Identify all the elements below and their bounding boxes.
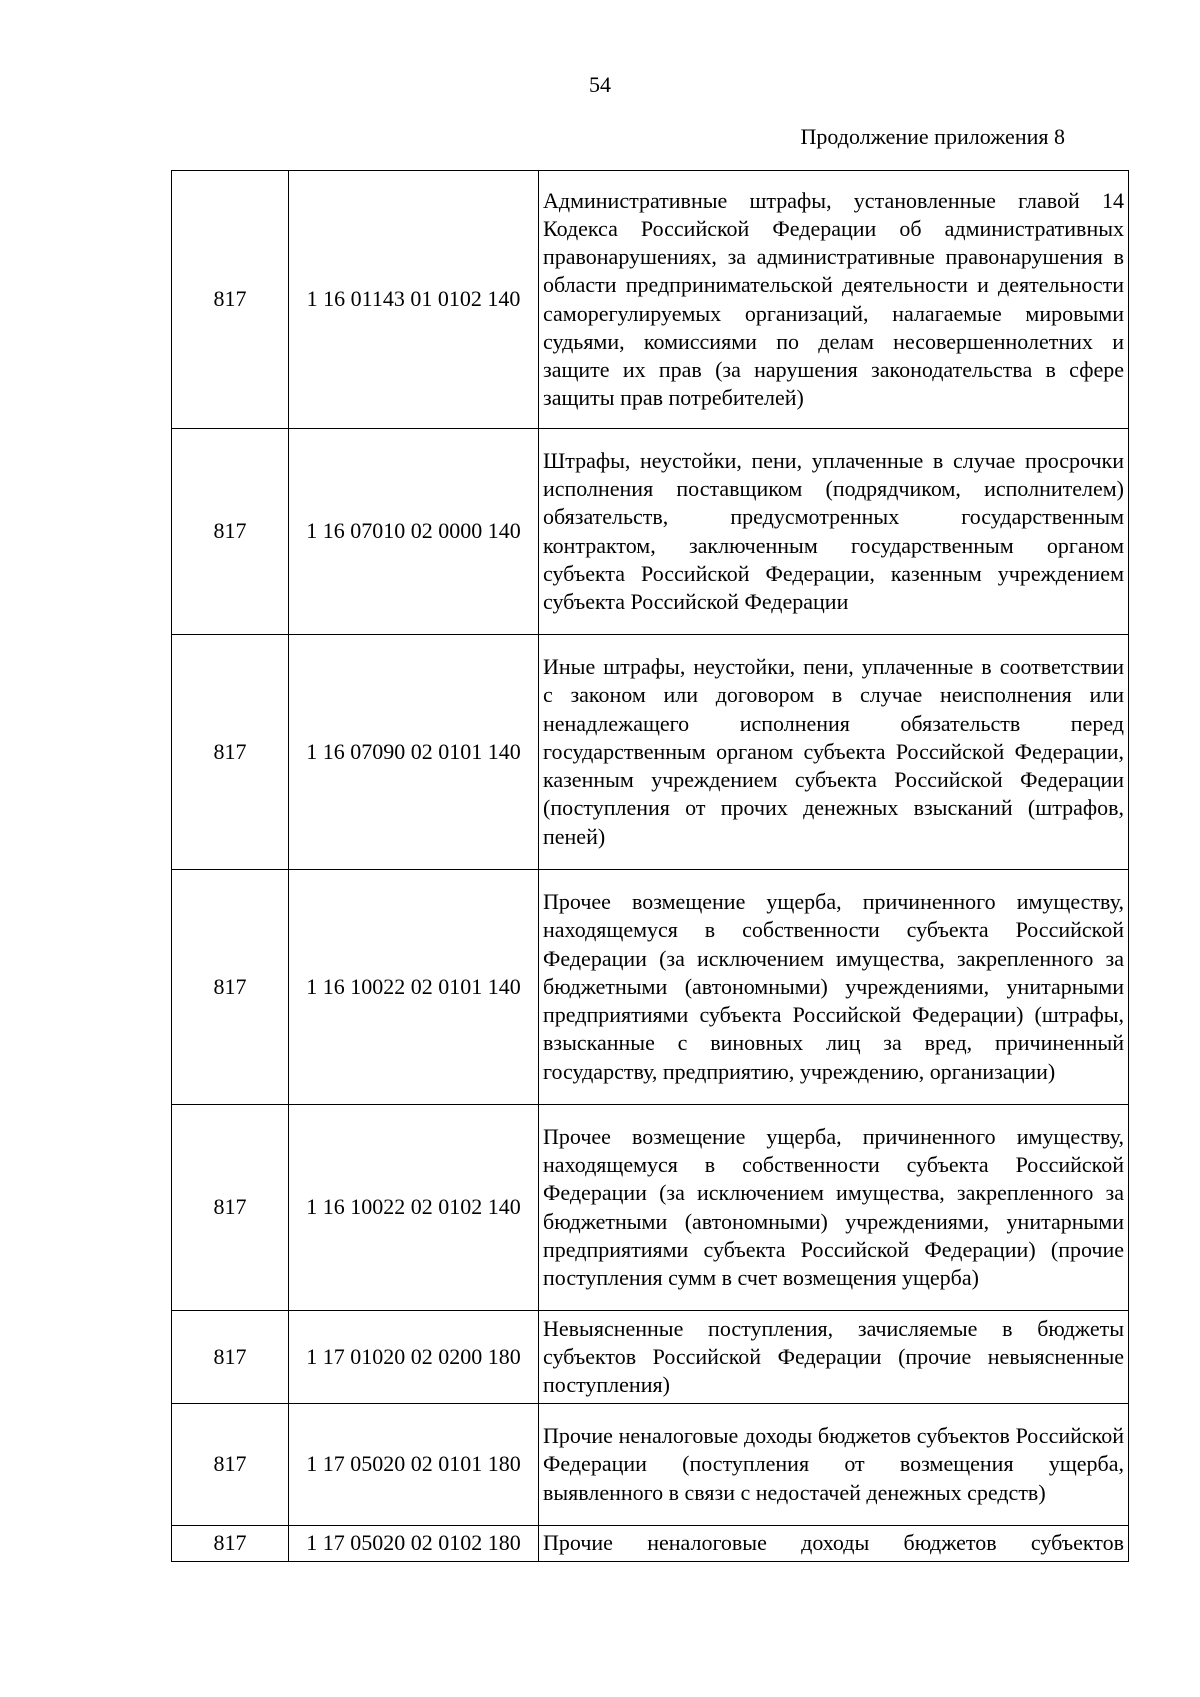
budget-code-cell: 1 16 10022 02 0101 140 — [289, 870, 539, 1105]
table-row — [172, 1311, 1129, 1404]
income-name-cell: Административные штрафы, установленные главой 14 Кодекса Российской Федерации об административных правонарушениях, за административные правонарушения в области предпринимательской деятельности и деятельности саморегулируемых организаций, налагаемые мировыми судьями, комиссиями по делам несовершеннолетних и защите их прав (за нарушения законодательства в сфере защиты прав потребителей) — [539, 171, 1129, 429]
table-row — [172, 635, 1129, 870]
admin-code-cell: 817 — [172, 1404, 289, 1526]
admin-code-cell: 817 — [172, 1311, 289, 1404]
income-name-cell: Прочие неналоговые доходы бюджетов субъектов Российской Федерации (поступления от возмещения ущерба, выявленного в связи с недостачей денежных средств) — [539, 1404, 1129, 1526]
admin-code-cell: 817 — [172, 1105, 289, 1311]
page-number: 54 — [589, 72, 611, 97]
admin-code-cell: 817 — [172, 1526, 289, 1562]
budget-code-cell: 1 16 07090 02 0101 140 — [289, 635, 539, 870]
admin-code-cell: 817 — [172, 635, 289, 870]
budget-code-cell: 1 17 05020 02 0102 180 — [289, 1526, 539, 1562]
income-name-cell: Штрафы, неустойки, пени, уплаченные в случае просрочки исполнения поставщиком (подрядчиком, исполнителем) обязательств, предусмотренных государственным контрактом, заключенным государственным органом субъекта Российской Федерации, казенным учреждением субъекта Российской Федерации — [539, 429, 1129, 635]
table-row — [172, 1105, 1129, 1311]
budget-code-cell: 1 17 05020 02 0101 180 — [289, 1404, 539, 1526]
table-row — [172, 1404, 1129, 1526]
budget-code-cell: 1 16 01143 01 0102 140 — [289, 171, 539, 429]
table-row — [172, 1526, 1129, 1562]
budget-codes-table — [171, 170, 1129, 1562]
continuation-title: Продолжение приложения 8 — [800, 124, 1065, 149]
admin-code-cell: 817 — [172, 429, 289, 635]
income-name-cell: Прочее возмещение ущерба, причиненного имуществу, находящемуся в собственности субъекта Российской Федерации (за исключением имущества, закрепленного за бюджетными (автономными) учреждениями, унитарными предприятиями субъекта Российской Федерации) (прочие поступления сумм в счет возмещения ущерба) — [539, 1105, 1129, 1311]
table-row — [172, 870, 1129, 1105]
table-row — [172, 429, 1129, 635]
income-name-cell: Иные штрафы, неустойки, пени, уплаченные в соответствии с законом или договором в случае неисполнения или ненадлежащего исполнения обязательств перед государственным органом субъекта Российской Федерации, казенным учреждением субъекта Российской Федерации (поступления от прочих денежных взысканий (штрафов, пеней) — [539, 635, 1129, 870]
income-name-cell: Прочее возмещение ущерба, причиненного имуществу, находящемуся в собственности субъекта Российской Федерации (за исключением имущества, закрепленного за бюджетными (автономными) учреждениями, унитарными предприятиями субъекта Российской Федерации) (штрафы, взысканные с виновных лиц за вред, причиненный государству, предприятию, учреждению, организации) — [539, 870, 1129, 1105]
income-name-cell: Невыясненные поступления, зачисляемые в бюджеты субъектов Российской Федерации (прочие невыясненные поступления) — [539, 1311, 1129, 1404]
budget-code-cell: 1 16 10022 02 0102 140 — [289, 1105, 539, 1311]
budget-code-cell: 1 16 07010 02 0000 140 — [289, 429, 539, 635]
table-row — [172, 171, 1129, 429]
admin-code-cell: 817 — [172, 171, 289, 429]
budget-code-cell: 1 17 01020 02 0200 180 — [289, 1311, 539, 1404]
income-name-cell: Прочие неналоговые доходы бюджетов субъектов — [539, 1526, 1129, 1562]
admin-code-cell: 817 — [172, 870, 289, 1105]
